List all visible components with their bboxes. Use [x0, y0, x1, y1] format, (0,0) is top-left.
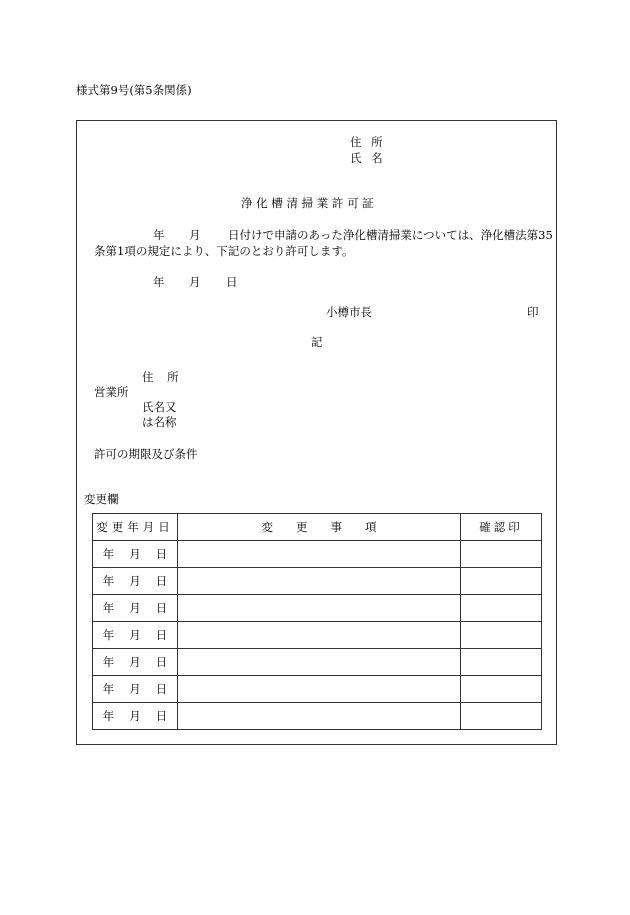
date-year: 年 [102, 628, 115, 642]
body-text-line-1: 日付けで申請のあった浄化槽清掃業については、浄化槽法第35 [228, 228, 553, 242]
date-year: 年 [102, 547, 115, 561]
table-row [93, 568, 542, 595]
date-day: 日 [155, 601, 168, 615]
confirm-seal-cell[interactable] [461, 541, 542, 568]
date-day: 日 [155, 628, 168, 642]
change-date-cell[interactable] [93, 649, 178, 676]
confirm-seal-cell[interactable] [461, 622, 542, 649]
date-month: 月 [129, 709, 141, 723]
body-month-label: 月 [189, 228, 201, 242]
confirm-seal-cell[interactable] [461, 676, 542, 703]
change-details-cell[interactable] [178, 568, 461, 595]
body-year-label: 年 [153, 228, 165, 242]
seal-mark: 印 [527, 305, 539, 319]
date-day: 日 [155, 709, 168, 723]
recipient-address-label: 住 所 [350, 135, 386, 149]
date-year: 年 [102, 574, 115, 588]
date-year: 年 [102, 682, 115, 696]
form-number-label: 様式第9号(第5条関係) [76, 83, 192, 97]
office-group-label: 営業所 [94, 385, 129, 399]
date-month: 月 [129, 682, 141, 696]
table-row [93, 595, 542, 622]
date-month: 月 [129, 655, 141, 669]
change-date-cell[interactable] [93, 595, 178, 622]
date-year: 年 [102, 655, 115, 669]
table-row [93, 649, 542, 676]
date-day: 日 [155, 574, 168, 588]
office-address-label: 住 所 [142, 370, 184, 384]
header-change-details: 変 更 事 項 [178, 514, 461, 541]
header-confirm-seal: 確認印 [461, 514, 542, 541]
header-change-date: 変更年月日 [93, 514, 178, 541]
change-details-cell[interactable] [178, 541, 461, 568]
office-name-label-2: は名称 [142, 415, 177, 429]
confirm-seal-cell[interactable] [461, 649, 542, 676]
date-month: 月 [129, 574, 141, 588]
date-month: 月 [129, 628, 141, 642]
change-section-label: 変更欄 [84, 492, 119, 506]
recipient-name-label: 氏 名 [350, 151, 386, 165]
issue-date-month: 月 [189, 275, 201, 289]
confirm-seal-cell[interactable] [461, 595, 542, 622]
change-date-cell[interactable] [93, 568, 178, 595]
document-title: 浄 化 槽 清 掃 業 許 可 証 [241, 196, 374, 210]
date-month: 月 [129, 547, 141, 561]
change-details-cell[interactable] [178, 676, 461, 703]
office-name-label-1: 氏名又 [142, 400, 177, 414]
table-row [93, 676, 542, 703]
change-table-header-row [93, 514, 542, 541]
issuer-title: 小樽市長 [326, 305, 372, 319]
date-day: 日 [155, 547, 168, 561]
date-day: 日 [155, 682, 168, 696]
change-table [92, 513, 542, 730]
issue-date-year: 年 [153, 275, 165, 289]
change-date-cell[interactable] [93, 541, 178, 568]
issue-date-day: 日 [226, 275, 238, 289]
change-details-cell[interactable] [178, 649, 461, 676]
change-date-cell[interactable] [93, 676, 178, 703]
date-year: 年 [102, 601, 115, 615]
confirm-seal-cell[interactable] [461, 703, 542, 730]
change-date-cell[interactable] [93, 622, 178, 649]
confirm-seal-cell[interactable] [461, 568, 542, 595]
table-row [93, 703, 542, 730]
table-row [93, 541, 542, 568]
change-details-cell[interactable] [178, 622, 461, 649]
change-details-cell[interactable] [178, 703, 461, 730]
table-row [93, 622, 542, 649]
date-day: 日 [155, 655, 168, 669]
body-text-line-2: 条第1項の規定により、下記のとおり許可します。 [94, 244, 354, 258]
change-details-cell[interactable] [178, 595, 461, 622]
conditions-label: 許可の期限及び条件 [94, 447, 198, 461]
date-month: 月 [129, 601, 141, 615]
date-year: 年 [102, 709, 115, 723]
change-date-cell[interactable] [93, 703, 178, 730]
ki-heading: 記 [311, 335, 323, 349]
